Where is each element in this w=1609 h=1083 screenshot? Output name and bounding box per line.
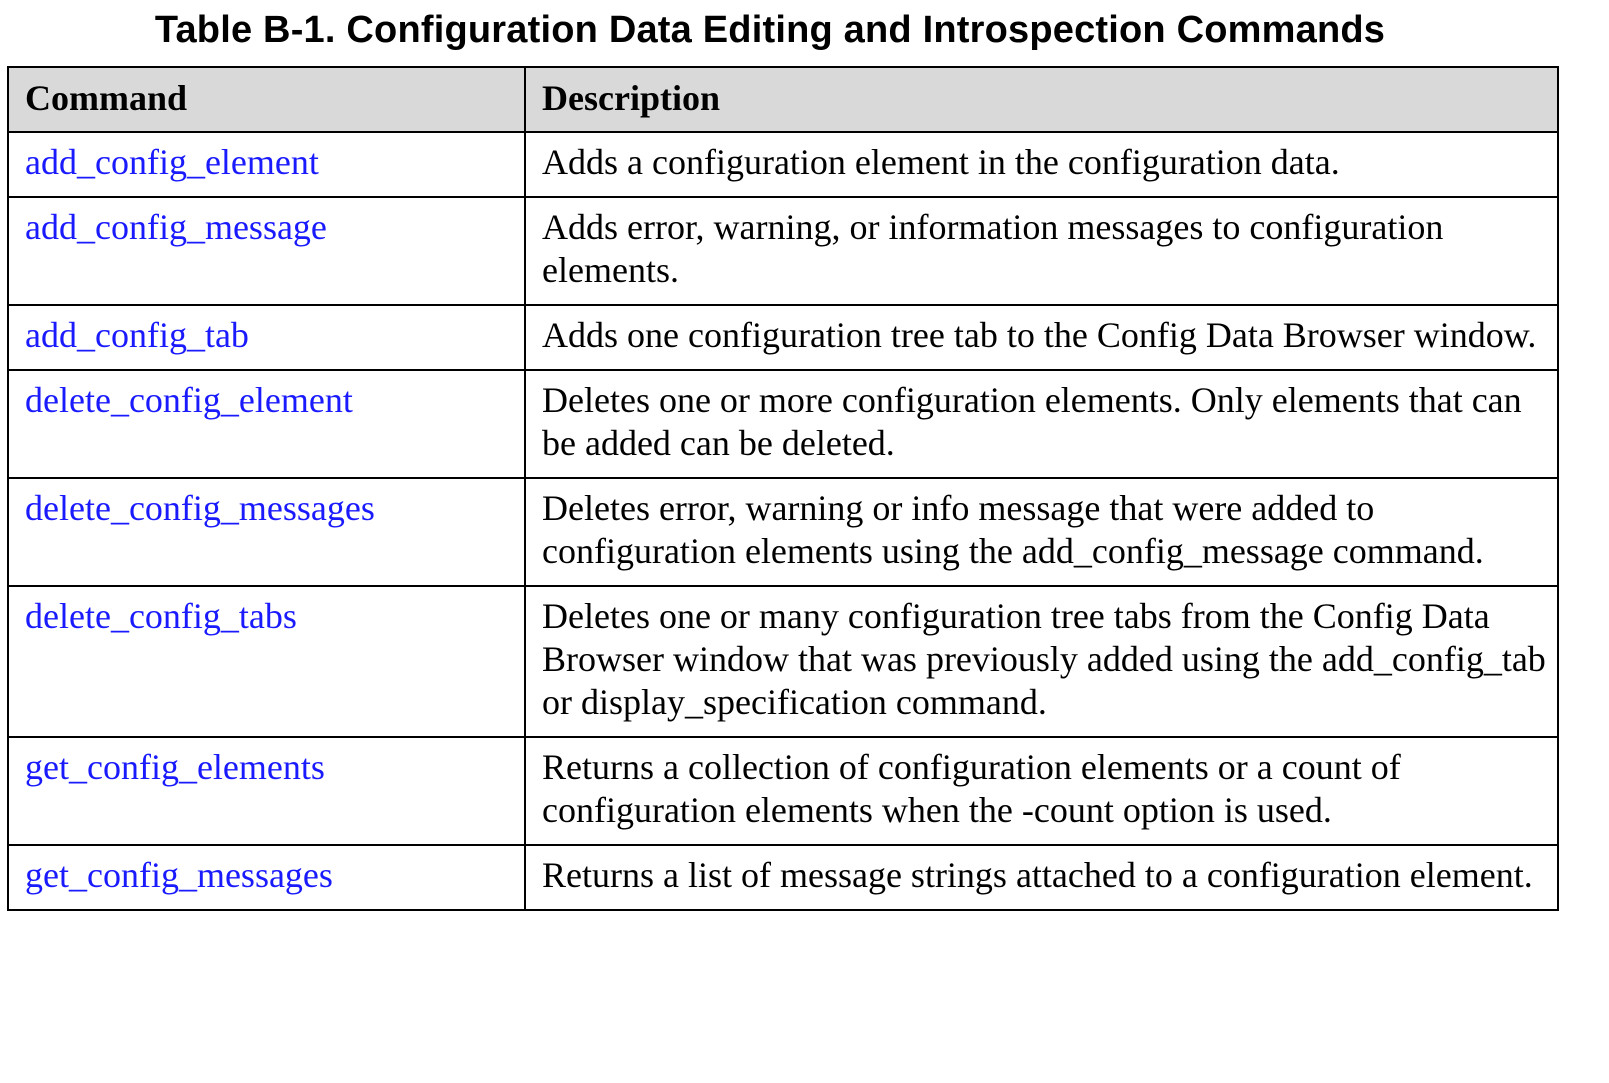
- table-row: [8, 845, 1558, 910]
- table-row: [8, 737, 1558, 845]
- table-header-row: [8, 67, 1558, 132]
- command-link[interactable]: add_config_tab: [8, 305, 525, 370]
- command-description: Adds one configuration tree tab to the Config Data Browser window.: [525, 305, 1558, 370]
- table-row: [8, 132, 1558, 197]
- command-link[interactable]: add_config_message: [8, 197, 525, 305]
- table-row: [8, 478, 1558, 586]
- table-row: [8, 197, 1558, 305]
- command-description: Adds error, warning, or information messages to configuration elements.: [525, 197, 1558, 305]
- command-link[interactable]: get_config_messages: [8, 845, 525, 910]
- commands-table: [7, 66, 1559, 911]
- command-link[interactable]: delete_config_messages: [8, 478, 525, 586]
- command-link[interactable]: get_config_elements: [8, 737, 525, 845]
- table-row: [8, 370, 1558, 478]
- command-description: Adds a configuration element in the configuration data.: [525, 132, 1558, 197]
- command-description: Returns a list of message strings attached to a configuration element.: [525, 845, 1558, 910]
- column-header-description: Description: [525, 67, 1558, 132]
- table-caption: Table B-1. Configuration Data Editing and Introspection Commands: [154, 9, 1386, 51]
- table-row: [8, 305, 1558, 370]
- command-description: Returns a collection of configuration elements or a count of configuration elements when the -count option is used.: [525, 737, 1558, 845]
- column-header-command: Command: [8, 67, 525, 132]
- command-link[interactable]: delete_config_element: [8, 370, 525, 478]
- command-link[interactable]: add_config_element: [8, 132, 525, 197]
- table-row: [8, 586, 1558, 737]
- command-description: Deletes one or many configuration tree tabs from the Config Data Browser window that was previously added using the add_config_tab or display_specification command.: [525, 586, 1558, 737]
- command-description: Deletes one or more configuration elements. Only elements that can be added can be deleted.: [525, 370, 1558, 478]
- command-description: Deletes error, warning or info message that were added to configuration elements using the add_config_message command.: [525, 478, 1558, 586]
- command-link[interactable]: delete_config_tabs: [8, 586, 525, 737]
